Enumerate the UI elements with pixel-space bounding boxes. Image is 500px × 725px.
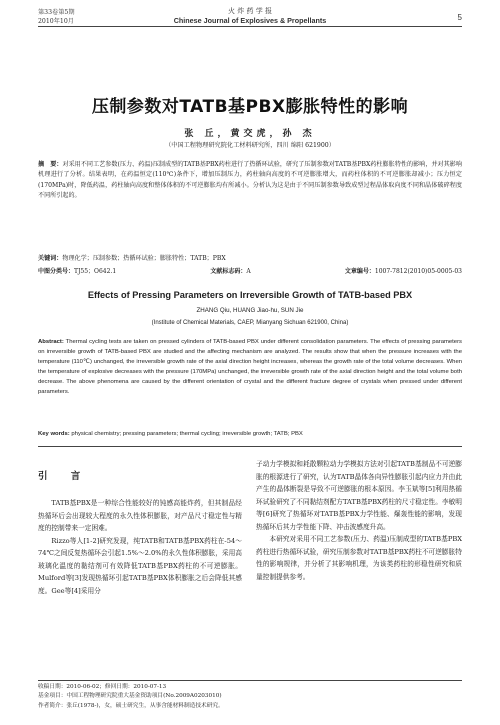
document-code: 文献标志码：A: [210, 268, 251, 275]
fund-info: 基金项目：中国工程物理研究院重大基金资助项目(No.2009A0203010): [38, 693, 222, 700]
keywords-en-label: Key words:: [38, 431, 70, 437]
section-heading-introduction: 引 言: [38, 471, 91, 482]
keywords-en-text: physical chemistry; pressing parameters; thermal cycling; irreversible growth; TATB; PBX: [71, 431, 303, 437]
received-date: 收稿日期：2010-06-02；修回日期：2010-07-13: [38, 684, 167, 690]
abstract-divider: [38, 446, 462, 447]
abstract-en-text: Thermal cycling tests are taken on pressed cylinders of TATB-based PBX under different consolidation parameters. The effects of pressing parameters on irreversible growth of TATB-based PBX are studied and the affecting mechanism are analyzed. The results show that when the pressure increases with the temperature (110℃) unchanged, the irreversible growth rate of the axial direction height increases, whereas the growth rate of the total volume decreases. When the temperature of explosive decreases with the pressure (170MPa) unchanged, the irreversible growth rate of the axial direction height and the total volume both decrease. The above phenomena are caused by the different orientation of crystal and the different fracture degree of crystals when pressed under different parameters.: [38, 339, 462, 395]
journal-name-en: Chinese Journal of Explosives & Propellants: [173, 16, 327, 25]
paragraph: 本研究对采用不同工艺参数(压力、药温)压制成型的TATB基PBX药柱进行热循环试验，研究压制参数对TATB基PBX药柱不可逆膨胀特性的影响规律，并分析了其影响机理，为该类药柱的形稳性研究和质量控制提供参考。: [256, 535, 462, 581]
keywords-cn-text: 物理化学；压制参数；热循环试验；膨胀特性；TATB；PBX: [62, 255, 226, 262]
classification-row: [38, 266, 462, 275]
author-affiliation: （中国工程物理研究院化工材料研究所，四川 绵阳 621900）: [165, 142, 335, 149]
paragraph: TATB基PBX是一种综合性能较好的钝感高能炸药，但其制品经热循环后会出现较大程度的永久性体积膨胀，对产品尺寸稳定性与精度的控制带来一定困难。: [38, 499, 242, 532]
body-column-left: [38, 497, 242, 597]
author-list: 张 丘，黄交虎，孙 杰: [184, 129, 316, 139]
footnote-rule: [38, 680, 462, 681]
journal-name-cn: 火 炸 药 学 报: [228, 7, 272, 15]
paper-title: 压制参数对TATB基PBX膨胀特性的影响: [91, 97, 409, 117]
body-column-right: [256, 458, 462, 583]
author-bio: 作者简介：张丘(1978-)，女，硕士研究生，从事含能材料制造技术研究。: [38, 702, 224, 709]
footnotes: [38, 683, 462, 711]
issue-volume: 第33卷第5期: [38, 9, 75, 16]
journal-name: [0, 6, 500, 26]
keywords-cn-label: 关键词：: [38, 255, 63, 262]
clc-number: 中图分类号：TJ55；O642.1: [38, 268, 117, 275]
english-affiliation: (Institute of Chemical Materials, CAEP, Mianyang Sichuan 621900, China): [151, 320, 349, 326]
page-number: 5: [457, 13, 462, 22]
issue-date: 2010年10月: [38, 18, 74, 25]
abstract-cn: [38, 160, 462, 201]
article-id: 文章编号：1007-7812(2010)05-0005-03: [344, 268, 462, 275]
keywords-en: [38, 431, 462, 437]
abstract-en-label: Abstract:: [38, 339, 64, 345]
header-rule: [38, 26, 462, 27]
abstract-cn-label: 摘 要：: [38, 161, 63, 168]
english-authors: ZHANG Qiu, HUANG Jiao-hu, SUN Jie: [196, 307, 304, 314]
paragraph: 子动力学模拟和耗散颗粒动力学模拟方法对引起TATB基制品不可逆膨胀的根源进行了研究，认为TATB晶体各向异性膨胀引起内应力并由此产生的晶体断裂是导致不可逆膨胀的根本原因。李玉斌等[5]利用热循环试验研究了不同黏结剂配方TATB基PBX药柱的尺寸稳定性。李敏明等[6]研究了热循环对TATB基PBX力学性能、爆轰性能的影响，发现热循环后其力学性能下降、冲击波感度升高。: [256, 460, 462, 531]
abstract-en: [38, 337, 462, 397]
abstract-cn-text: 对采用不同工艺参数(压力、药温)压制成型的TATB基PBX药柱进行了热循环试验，研究了压制参数对TATB基PBX药柱膨胀特性的影响，并对其影响机理进行了分析。结果表明，在药温恒定(110℃)条件下，增加压制压力，药柱轴向高度的不可逆膨胀增大，而药柱体积的不可逆膨胀却减小；压力恒定(170MPa)时，降低药温，药柱轴向高度和整体体积的不可逆膨胀均有所减小。分析认为这是由于不同压制参数导致成型过程晶体取向度不同和晶体破碎程度不同所引起的。: [38, 161, 462, 199]
keywords-cn: [38, 253, 462, 262]
english-title: Effects of Pressing Parameters on Irreversible Growth of TATB-based PBX: [87, 290, 413, 300]
paragraph: Rizzo等人[1-2]研究发现，纯TATB和TATB基PBX药柱在-54～74℃之间反复热循环会引起1.5%～2.0%的永久性体积膨胀，采用高玻璃化温度的黏结剂可有效降低TATB基PBX药柱的不可逆膨胀。Mulford等[3]发现热循环引起TATB基PBX体积膨胀之后会降低其感度。Gee等[4]采用分: [38, 536, 242, 595]
